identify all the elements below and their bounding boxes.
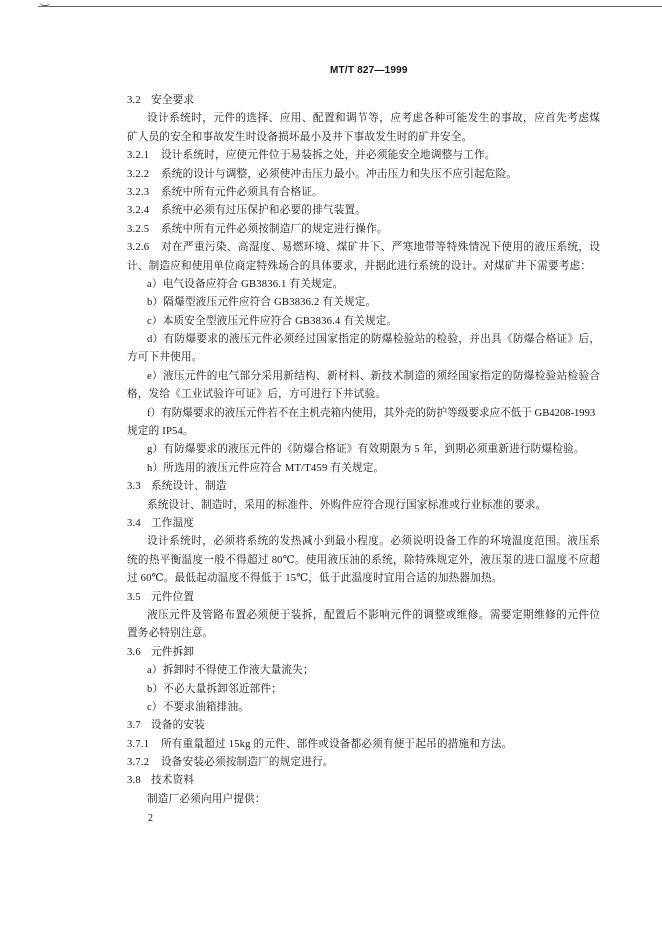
list-item-text: f）有防爆要求的液压元件若不在主机壳箱内使用，其外壳的防护等级要求应不低于 GB4208-1993 (147, 407, 596, 419)
list-item-text: a）电气设备应符合 GB3836.1 有关规定。 (147, 278, 344, 290)
list-item-text: 规定的 IP54。 (127, 426, 194, 438)
clause-text: 系统中所有元件必须按制造厂的规定进行操作。 (161, 223, 388, 235)
section-heading-3-5 (127, 589, 600, 607)
paragraph-text: 系统设计、制造时，采用的标准件、外购件应符合现行国家标准或行业标准的要求。 (147, 499, 547, 511)
section-heading-3-4 (127, 515, 600, 533)
paragraph-line (127, 791, 600, 809)
paragraph-text: 过 60℃。最低起动温度不得低于 15℃，低于此温度时宜用合适的加热器加热。 (127, 573, 503, 585)
list-item-text: c）不要求油箱排油。 (147, 701, 250, 713)
section-number: 3.7 (127, 720, 141, 732)
section-heading-3-8 (127, 772, 600, 790)
scan-border-line (38, 6, 662, 7)
list-item (127, 331, 600, 349)
clause-number: 3.2.4 (127, 205, 150, 217)
clause-3-2-2 (127, 166, 600, 184)
section-title: 工作温度 (151, 517, 195, 529)
section-heading-3-6 (127, 644, 600, 662)
paragraph-text: 设计系统时，必须将系统的发热减小到最小程度。必须说明设备工作的环境温度范围。液压系 (147, 536, 600, 548)
clause-number: 3.2.2 (127, 168, 150, 180)
list-item (127, 460, 600, 478)
section-heading-3-2 (127, 92, 600, 110)
clause-number: 3.7.1 (127, 738, 150, 750)
list-item (127, 405, 600, 423)
page-body (127, 92, 600, 809)
list-item-text: e）液压元件的电气部分采用新结构、新材料、新技术制造的须经国家指定的防爆检验站检验合 (147, 370, 600, 382)
list-item-text: d）有防爆要求的液压元件必须经过国家指定的防爆检验站的检验，并出具《防爆合格证》后， (147, 334, 600, 346)
clause-3-7-2 (127, 754, 600, 772)
section-title: 安全要求 (151, 95, 195, 106)
clause-text: 设计系统时，应使元件位于易装拆之处，并必须能安全地调整与工作。 (161, 150, 496, 162)
clause-text: 计、制造应和使用单位商定特殊场合的具体要求，并据此进行系统的设计。对煤矿井下需要考虑： (127, 260, 592, 272)
paragraph-text: 设计系统时，元件的选择、应用、配置和调节等，应考虑各种可能发生的事故，应首先考虑煤 (147, 113, 600, 125)
clause-number: 3.7.2 (127, 757, 150, 769)
clause-3-2-6 (127, 239, 600, 257)
list-item (127, 368, 600, 386)
section-title: 技术资料 (151, 775, 195, 787)
clause-number: 3.2.5 (127, 223, 150, 235)
section-heading-3-3 (127, 478, 600, 496)
paragraph-line (127, 110, 600, 128)
clause-text: 设备安装必须按制造厂的规定进行。 (161, 757, 334, 769)
section-number: 3.8 (127, 775, 141, 787)
list-item-continuation (127, 423, 600, 441)
section-number: 3.6 (127, 646, 141, 658)
list-item (127, 441, 600, 459)
list-item (127, 681, 600, 699)
section-title: 元件位置 (151, 591, 195, 603)
list-item-text: g）有防爆要求的液压元件的《防爆合格证》有效期限为 5 年，到期必须重新进行防爆检验。 (147, 444, 585, 456)
clause-text: 系统中所有元件必须具有合格证。 (161, 186, 323, 198)
section-number: 3.3 (127, 481, 141, 493)
section-title: 系统设计、制造 (151, 481, 227, 493)
clause-text: 系统中必须有过压保护和必要的排气装置。 (161, 205, 367, 217)
section-title: 元件拆卸 (151, 646, 195, 658)
list-item (127, 313, 600, 331)
paragraph-line (127, 497, 600, 515)
section-title: 设备的安装 (151, 720, 205, 732)
clause-3-2-5 (127, 221, 600, 239)
clause-continuation-line (127, 258, 600, 276)
list-item-text: c）本质安全型液压元件应符合 GB3836.4 有关规定。 (147, 315, 398, 327)
paragraph-text: 矿人员的安全和事故发生时设备损坏最小及井下事故发生时的矿井安全。 (127, 131, 473, 143)
clause-number: 3.2.6 (127, 242, 150, 254)
section-number: 3.5 (127, 591, 141, 603)
clause-3-2-1 (127, 147, 600, 165)
paragraph-line (127, 129, 600, 147)
paragraph-text: 制造厂必须向用户提供： (147, 793, 266, 805)
paragraph-line (127, 533, 600, 551)
list-item-text: 方可下井使用。 (127, 352, 203, 364)
list-item-text: 格，发给《工业试验许可证》后，方可进行下井试验。 (127, 389, 387, 401)
section-number: 3.4 (127, 517, 141, 529)
paragraph-line (127, 552, 600, 570)
clause-number: 3.2.1 (127, 150, 150, 162)
clause-3-7-1 (127, 736, 600, 754)
list-item-continuation (127, 386, 600, 404)
paragraph-line (127, 607, 600, 625)
clause-number: 3.2.3 (127, 186, 150, 198)
standard-code-header: MT/T 827—1999 (330, 65, 408, 76)
paragraph-line (127, 625, 600, 643)
clause-text: 对在严重污染、高湿度、易燃环境、煤矿井下、严寒地带等特殊情况下使用的液压系统，设 (161, 242, 600, 254)
clause-text: 所有重量超过 15kg 的元件、部件或设备都必须有便于起吊的措施和方法。 (161, 738, 513, 750)
page-number: 2 (148, 813, 153, 824)
paragraph-text: 液压元件及管路布置必须便于装拆，配置后不影响元件的调整或维修。需要定期维修的元件位 (147, 609, 600, 621)
section-number: 3.2 (127, 95, 141, 106)
list-item (127, 294, 600, 312)
list-item-text: b）隔爆型液压元件应符合 GB3836.2 有关规定。 (147, 297, 377, 309)
list-item (127, 276, 600, 294)
list-item-text: h）所选用的液压元件应符合 MT/T459 有关规定。 (147, 462, 385, 474)
list-item (127, 662, 600, 680)
clause-3-2-3 (127, 184, 600, 202)
section-heading-3-7 (127, 717, 600, 735)
paragraph-line (127, 570, 600, 588)
list-item-continuation (127, 349, 600, 367)
list-item (127, 699, 600, 717)
clause-3-2-4 (127, 202, 600, 220)
list-item-text: a）拆卸时不得使工作液大量流失； (147, 665, 314, 677)
list-item-text: b）不必大量拆卸邻近部件； (147, 683, 283, 695)
paragraph-text: 统的热平衡温度一般不得超过 80℃。使用液压油的系统，除特殊规定外，液压泵的进口温度不应超 (127, 554, 600, 566)
paragraph-text: 置务必特别注意。 (127, 628, 214, 640)
clause-text: 系统的设计与调整，必须使冲击压力最小。冲击压力和失压不应引起危险。 (161, 168, 518, 180)
